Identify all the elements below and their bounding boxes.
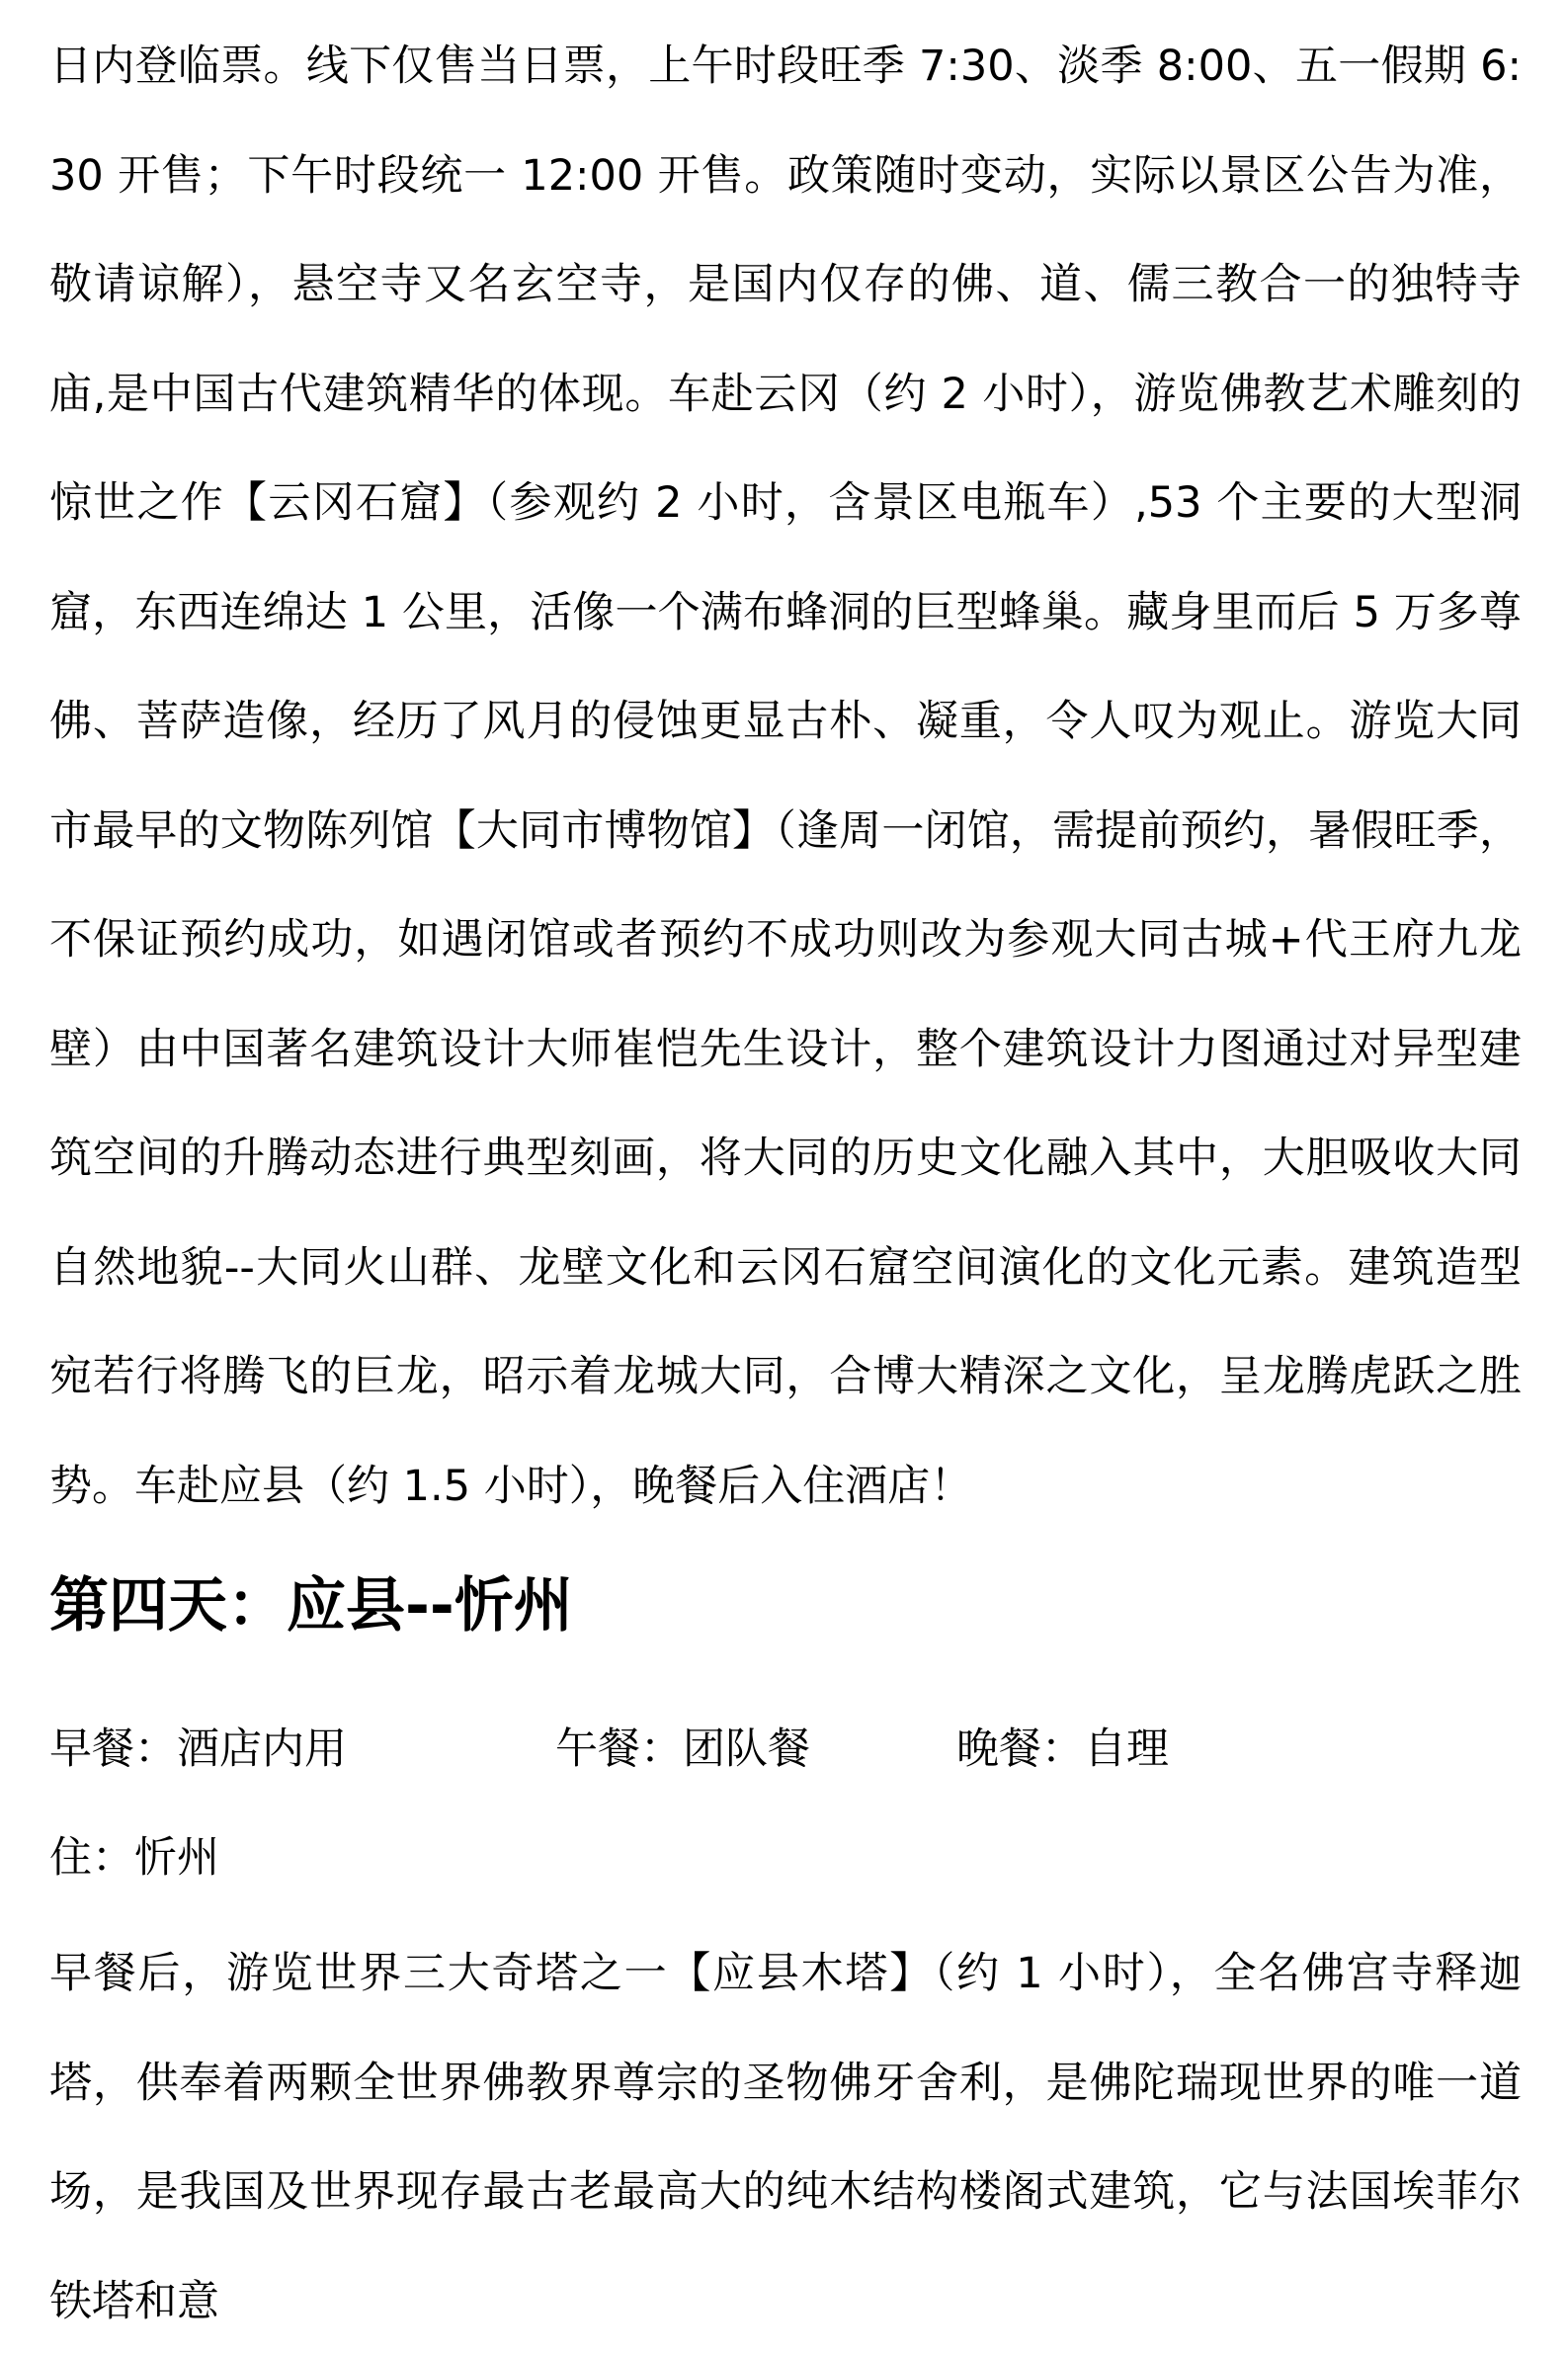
day4-description-paragraph: 早餐后，游览世界三大奇塔之一【应县木塔】（约 1 小时），全名佛宫寺释迦塔，供奉着两颗全世界佛教界尊宗的圣物佛牙舍利，是佛陀瑞现世界的唯一道场，是我国及世界现存最古老最高大的纯木结构楼阁式建筑，它与法国埃菲尔铁塔和意 bbox=[49, 1949, 1522, 2326]
day-heading: 第四天：应县--忻州 bbox=[49, 1571, 573, 1641]
meals-row bbox=[49, 1700, 1522, 1799]
lunch-info: 午餐：团队餐 bbox=[555, 1725, 810, 1774]
document-page bbox=[49, 0, 1522, 2326]
dinner-info: 晚餐：自理 bbox=[956, 1725, 1169, 1774]
accommodation-info: 住：忻州 bbox=[49, 1833, 219, 1883]
itinerary-paragraph: 日内登临票。线下仅售当日票，上午时段旺季 7:30、淡季 8:00、五一假期 6:30 开售；下午时段统一 12:00 开售。政策随时变动，实际以景区公告为准，敬请谅解），悬空寺又名玄空寺，是国内仅存的佛、道、儒三教合一的独特寺庙,是中国古代建筑精华的体现。车赴云冈（约 2 小时），游览佛教艺术雕刻的惊世之作【云冈石窟】（参观约 2 小时，含景区电瓶车）,53 个主要的大型洞窟，东西连绵达 1 公里，活像一个满布蜂洞的巨型蜂巢。藏身里而后 5 万多尊佛、菩萨造像，经历了风月的侵蚀更显古朴、凝重，令人叹为观止。游览大同市最早的文物陈列馆【大同市博物馆】（逢周一闭馆，需提前预约，暑假旺季，不保证预约成功，如遇闭馆或者预约不成功则改为参观大同古城+代王府九龙壁）由中国著名建筑设计大师崔恺先生设计，整个建筑设计力图通过对异型建筑空间的升腾动态进行典型刻画，将大同的历史文化融入其中，大胆吸收大同自然地貌--大同火山群、龙壁文化和云冈石窟空间演化的文化元素。建筑造型宛若行将腾飞的巨龙，昭示着龙城大同，合博大精深之文化，呈龙腾虎跃之胜势。车赴应县（约 1.5 小时），晚餐后入住酒店！ bbox=[49, 42, 1522, 1511]
breakfast-info: 早餐：酒店内用 bbox=[49, 1725, 347, 1774]
